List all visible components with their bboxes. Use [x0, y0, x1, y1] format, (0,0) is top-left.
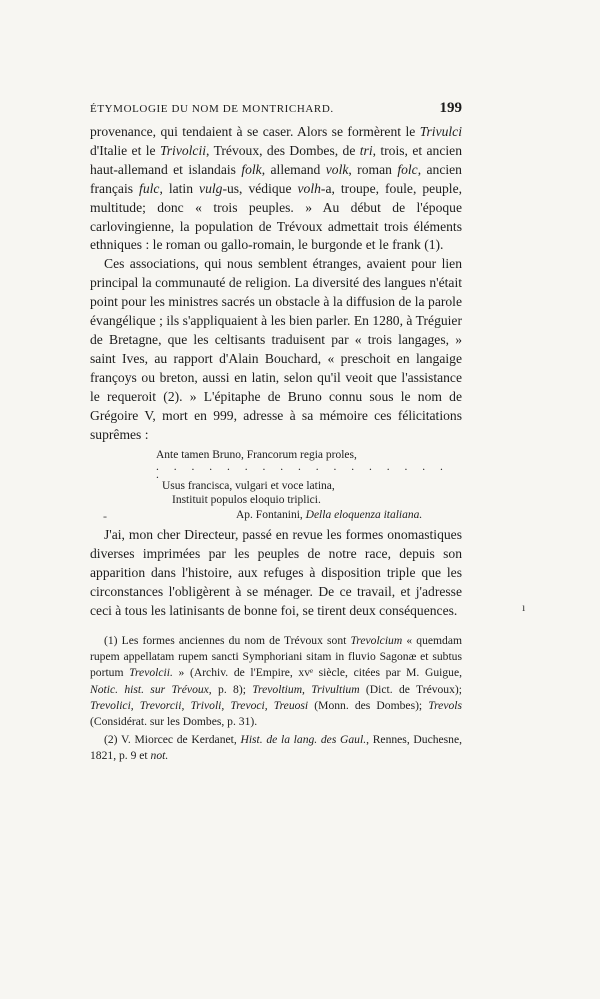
- footnotes: [90, 633, 462, 765]
- verse-ellipsis: . . . . . . . . . . . . . . . . . .: [156, 460, 449, 481]
- epitaph-verse: [90, 448, 462, 522]
- footnote-2: (2) V. Miorcec de Kerdanet, Hist. de la lang. des Gaul., Rennes, Duchesne, 1821, p. 9 et not.: [90, 733, 463, 763]
- verse-line-2: Usus francisca, vulgari et voce latina,: [162, 479, 335, 492]
- verse-attribution: Ap. Fontanini, Della eloquenza italiana.: [236, 508, 423, 521]
- footnote-1: (1) Les formes anciennes du nom de Trévoux sont Trevolcium « quemdam rupem appellatam rupem sancti Symphoriani sitam in fluvio Sagonæ et subtus portum Trevolcii. » (Archiv. de l'Empire, xvᵉ siècle, citées par M. Guigue, Notic. hist. sur Trévoux, p. 8); Trevoltium, Trivultium (Dict. de Trévoux); Trevolici, Trevorcii, Trivoli, Trevoci, Treuosi (Monn. des Dombes); Trevols (Considérat. sur les Dombes, p. 31).: [90, 633, 463, 728]
- stray-mark-tick: ı: [522, 600, 526, 614]
- page-number: 199: [439, 100, 462, 116]
- running-title: ÉTYMOLOGIE DU NOM DE MONTRICHARD.: [90, 103, 334, 115]
- paragraph-2: Ces associations, qui nous semblent étranges, avaient pour lien principal la communauté de religion. La diversité des langues n'était point pour les ministres sacrés un obstacle à la diffusion de la parole évangélique ; ils s'appliquaient à les bien parler. En 1280, à Tréguier de Bretagne, que les celtisants traduisent par « trois langages, » saint Ives, au rapport d'Alain Bouchard, « preschoit en langaige françoys ou breton, aussi en latin, selon qu'il veoit que l'assistance le requeroit (2). » L'épitaphe de Bruno connu sous le nom de Grégoire V, mort en 999, adresse à sa mémoire ces félicitations suprêmes :: [90, 256, 462, 442]
- book-page: [90, 100, 462, 765]
- main-text: [90, 123, 462, 621]
- running-header: [90, 100, 462, 117]
- stray-mark-dash: -: [103, 509, 107, 523]
- paragraph-3: J'ai, mon cher Directeur, passé en revue les formes onomastiques diverses imprimées par les peuples de notre race, depuis son apparition dans l'histoire, aux refuges à disposition triple que les circonstances l'obligèrent à se ménager. De ce travail, et j'adresse ceci à tous les latinisants de bonne foi, se tirent deux conséquences.: [90, 527, 462, 619]
- paragraph-1: provenance, qui tendaient à se caser. Alors se formèrent le Trivulci d'Italie et le Trivolcii, Trévoux, des Dombes, de tri, trois, et ancien haut-allemand et islandais folk, allemand volk, roman folc, ancien français fulc, latin vulg-us, védique volh-a, troupe, foule, peuple, multitude; donc « trois peuples. » Au début de l'époque carlovingienne, la population de Trévoux admettait trois éléments ethniques : le roman ou gallo-romain, le burgonde et le frank (1).: [90, 124, 463, 253]
- verse-line-1: Ante tamen Bruno, Francorum regia proles,: [156, 449, 357, 462]
- verse-line-3: Instituit populos eloquio triplici.: [172, 494, 321, 507]
